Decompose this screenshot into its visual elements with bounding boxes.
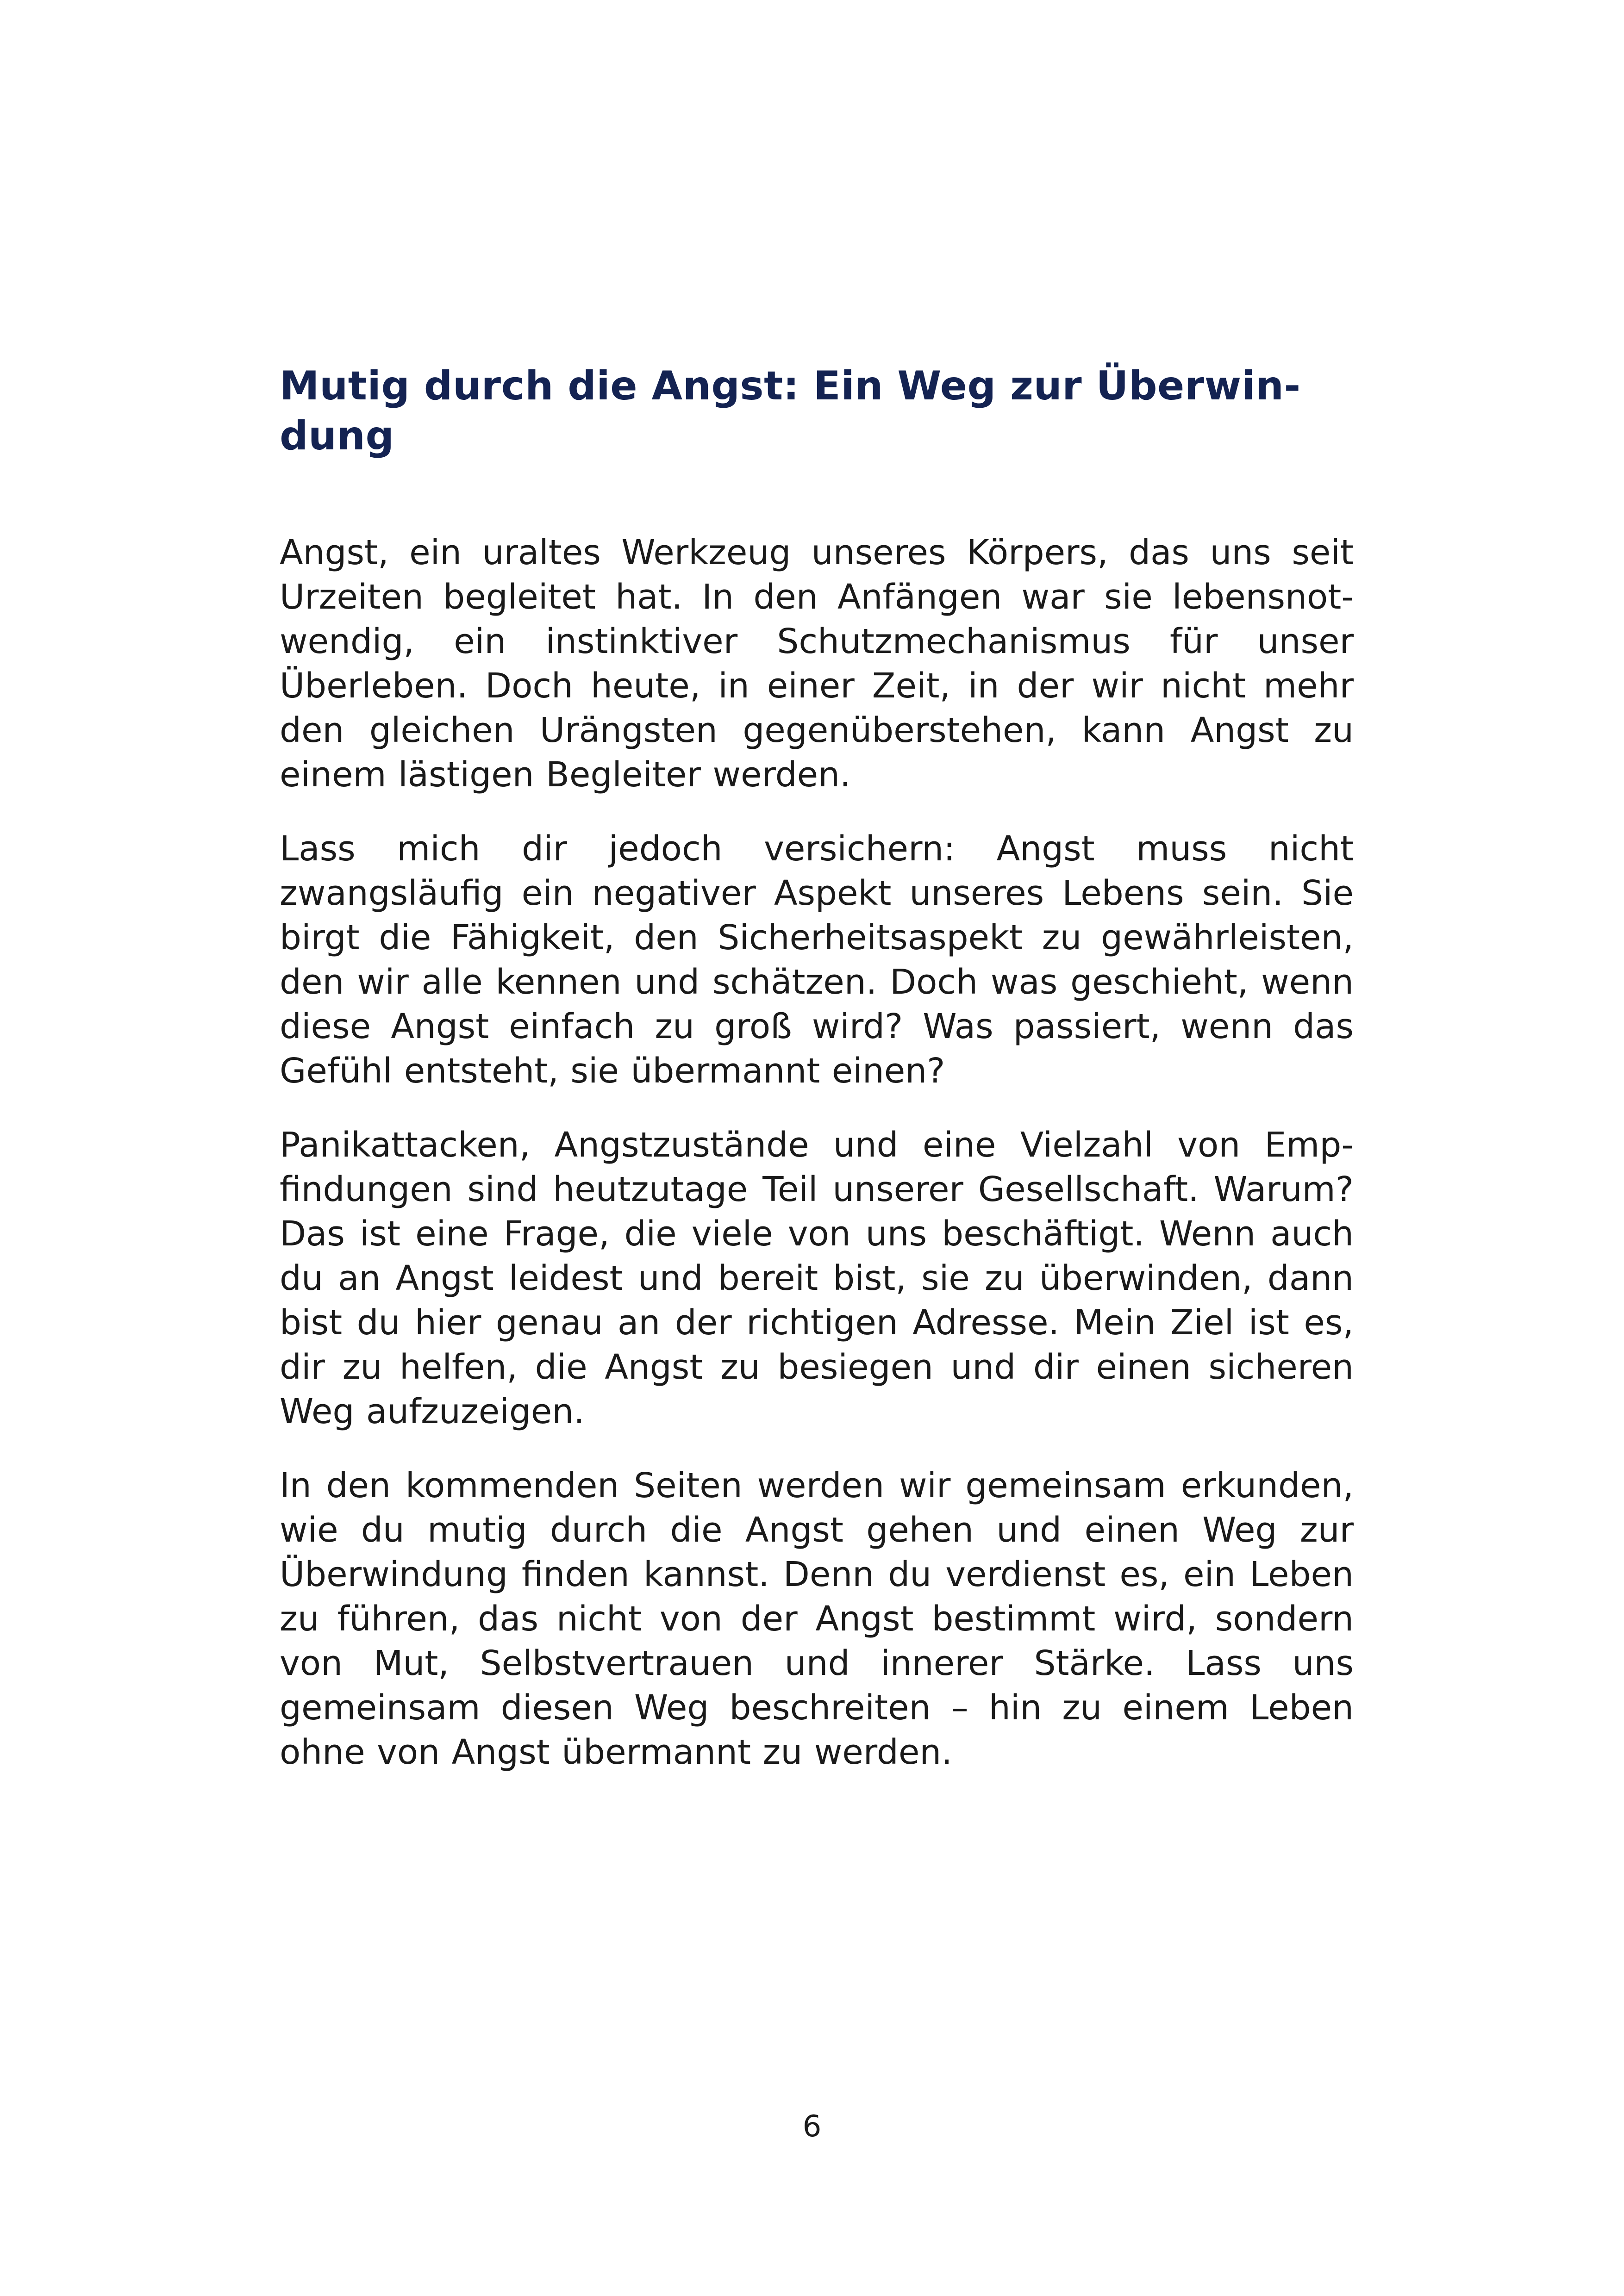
page-content	[280, 361, 1354, 1774]
paragraph-intro: Angst, ein uraltes Werkzeug unseres Körpers, das uns seit Urzeiten begleitet hat. In den Anfängen war sie lebensnotwendig, ein instinktiver Schutzmechanismus für unser Überleben. Doch heute, in einer Zeit, in der wir nicht mehr den gleichen Urängsten gegenüberstehen, kann Angst zu einem lästigen Begleiter werden.	[280, 533, 1354, 795]
paragraph-panic-attacks: Panikattacken, Angstzustände und eine Vielzahl von Empfindungen sind heutzutage Teil unserer Gesellschaft. Warum? Das ist eine Frage, die viele von uns beschäftigt. Wenn auch du an Angst leidest und bereit bist, sie zu überwinden, dann bist du hier genau an der richtigen Adresse. Mein Ziel ist es, dir zu helfen, die Angst zu besiegen und dir einen sicheren Weg aufzuzeigen.	[280, 1125, 1354, 1431]
paragraph-reassurance: Lass mich dir jedoch versichern: Angst muss nicht zwangsläufig ein negativer Aspekt unseres Lebens sein. Sie birgt die Fähigkeit, den Sicherheitsaspekt zu gewährleisten, den wir alle kennen und schätzen. Doch was geschieht, wenn diese Angst einfach zu groß wird? Was passiert, wenn das Gefühl entsteht, sie übermannt einen?	[280, 829, 1354, 1091]
page-title: Mutig durch die Angst: Ein Weg zur Überwindung	[280, 363, 1301, 459]
paragraph-outlook: In den kommenden Seiten werden wir gemeinsam erkunden, wie du mutig durch die Angst gehen und einen Weg zur Überwindung finden kannst. Denn du verdienst es, ein Leben zu führen, das nicht von der Angst bestimmt wird, sondern von Mut, Selbstvertrauen und innerer Stärke. Lass uns gemeinsam diesen Weg beschreiten – hin zu einem Leben ohne von Angst übermannt zu werden.	[280, 1466, 1354, 1772]
page-number: 6	[802, 2109, 822, 2144]
